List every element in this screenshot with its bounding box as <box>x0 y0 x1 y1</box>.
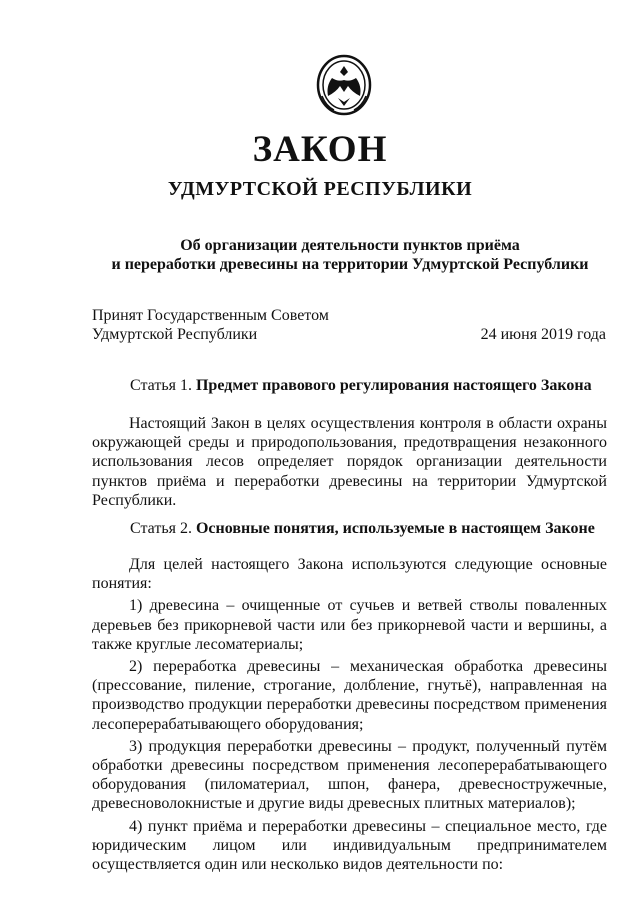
definition-item: 3) продукция переработки древесины – продукт, полученный путём обработки древесины посредством применения лесоперерабатывающего оборудования (пиломатериал, шпон, фанера, древесностружечные, древесноволокнистые и другие виды древесных плитных материалов); <box>92 737 607 813</box>
adoption-line: Удмуртской Республики <box>92 326 258 343</box>
adoption-date: 24 июня 2019 года <box>480 326 606 343</box>
article-2-intro: Для целей настоящего Закона используются следующие основные понятия: <box>92 556 607 593</box>
document-title: ЗАКОН <box>252 129 388 170</box>
law-name-line: Об организации деятельности пунктов приёма <box>180 237 520 254</box>
article-2-body <box>92 555 607 877</box>
law-name <box>60 236 640 274</box>
document-subtitle: УДМУРТСКОЙ РЕСПУБЛИКИ <box>167 178 473 200</box>
adoption-statement <box>92 306 329 344</box>
article-number: Статья 1. <box>130 377 192 394</box>
definition-item: 2) переработка древесины – механическая обработка древесины (прессование, пиление, строгание, долбление, гнутьё), направленная на производство продукции переработки древесины посредством применения лесоперерабатывающего оборудования; <box>92 658 607 733</box>
definition-item: 4) пункт приёма и переработки древесины – специальное место, где юридическим лицом или индивидуальным предпринимателем осуществляется один или несколько видов деятельности по: <box>92 817 607 874</box>
law-name-line: и переработки древесины на территории Удмуртской Республики <box>111 256 589 273</box>
adoption-line: Принят Государственным Советом <box>92 307 329 324</box>
article-title: Предмет правового регулирования настоящего Закона <box>195 377 592 394</box>
article-title: Основные понятия, используемые в настоящем Законе <box>195 520 595 537</box>
article-1-text: Настоящий Закон в целях осуществления контроля в области охраны окружающей среды и природопользования, предотвращения незаконного использования лесов определяет порядок организации деятельности пунктов приёма и переработки древесины на территории Удмуртской Республики. <box>92 415 607 509</box>
definition-item: 1) древесина – очищенные от сучьев и ветвей стволы поваленных деревьев без прикорневой части или без прикорневой части и вершины, а также круглые лесоматериалы; <box>92 597 607 653</box>
article-number: Статья 2. <box>130 520 192 537</box>
article-2-heading <box>130 519 640 538</box>
udmurt-emblem-icon <box>312 52 376 118</box>
article-1-heading <box>130 376 640 395</box>
